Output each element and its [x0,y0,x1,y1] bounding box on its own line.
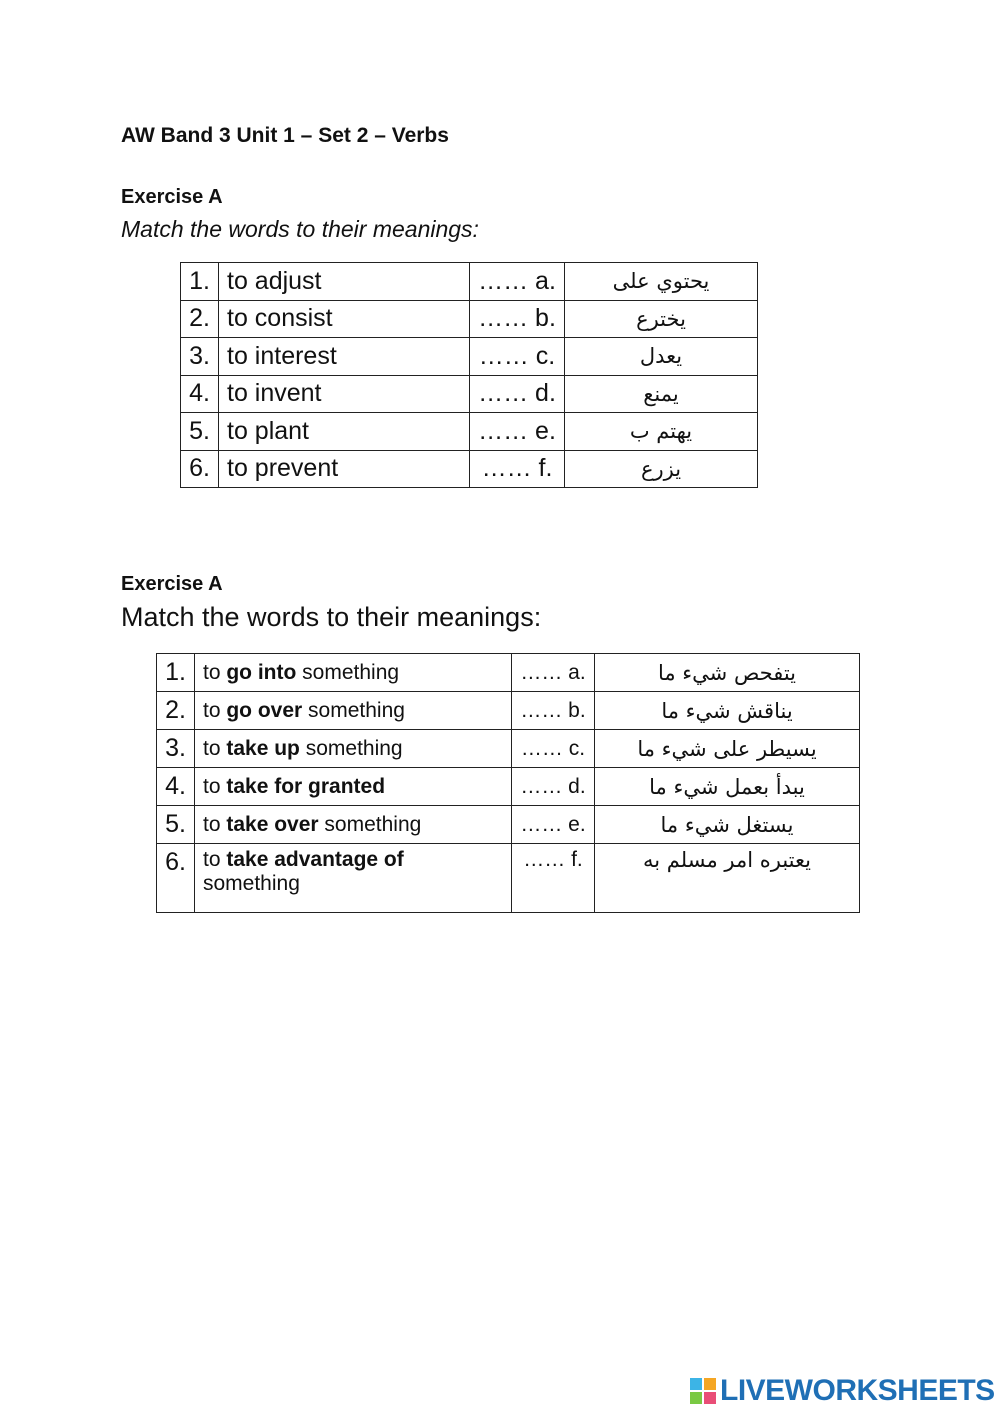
phrasal-verb: to go over something [195,692,512,730]
row-number: 3. [157,730,195,768]
row-number: 5. [181,413,219,451]
row-number: 2. [181,300,219,338]
table-row [157,654,860,692]
logo-square [690,1392,702,1404]
row-number: 3. [181,338,219,376]
phrasal-verb: to take for granted [195,768,512,806]
answer-blank[interactable]: …… e. [470,413,565,451]
row-number: 6. [181,450,219,488]
exercise-2-table [156,653,860,913]
row-number: 1. [181,263,219,301]
logo-square [704,1392,716,1404]
answer-blank[interactable]: …… e. [512,806,595,844]
table-row [181,413,758,451]
arabic-meaning: يبدأ بعمل شيء ما [595,768,860,806]
table-row [157,844,860,913]
arabic-meaning: يهتم ب [565,413,758,451]
arabic-meaning: يعتبره امر مسلم به [595,844,860,913]
row-number: 1. [157,654,195,692]
liveworksheets-icon [690,1378,716,1404]
exercise-2-heading: Exercise A [121,573,223,595]
arabic-meaning: يحتوي على [565,263,758,301]
table-row [181,300,758,338]
verb: to adjust [219,263,470,301]
row-number: 2. [157,692,195,730]
answer-blank[interactable]: …… a. [512,654,595,692]
arabic-meaning: يزرع [565,450,758,488]
table-row [181,263,758,301]
arabic-meaning: يعدل [565,338,758,376]
answer-blank[interactable]: …… d. [470,375,565,413]
exercise-2-instruction: Match the words to their meanings: [121,602,542,632]
answer-blank[interactable]: …… f. [470,450,565,488]
logo-square [704,1378,716,1390]
answer-blank[interactable]: …… d. [512,768,595,806]
row-number: 4. [157,768,195,806]
table-row [157,806,860,844]
table-row [157,730,860,768]
table-row [181,338,758,376]
arabic-meaning: يمنع [565,375,758,413]
arabic-meaning: يسيطر على شيء ما [595,730,860,768]
phrasal-verb: to take advantage of something [195,844,512,913]
arabic-meaning: يناقش شيء ما [595,692,860,730]
page-title: AW Band 3 Unit 1 – Set 2 – Verbs [121,124,449,147]
answer-blank[interactable]: …… c. [470,338,565,376]
exercise-1-instruction: Match the words to their meanings: [121,216,479,242]
verb: to plant [219,413,470,451]
phrasal-verb: to take up something [195,730,512,768]
brand-name: LIVEWORKSHEETS [720,1374,995,1407]
verb: to invent [219,375,470,413]
table-row [181,450,758,488]
row-number: 4. [181,375,219,413]
logo-square [690,1378,702,1390]
exercise-1-table [180,262,758,488]
table-row [157,768,860,806]
phrasal-verb: to take over something [195,806,512,844]
table-row [181,375,758,413]
exercise-1-heading: Exercise A [121,186,223,208]
answer-blank[interactable]: …… f. [512,844,595,913]
verb: to prevent [219,450,470,488]
row-number: 5. [157,806,195,844]
answer-blank[interactable]: …… a. [470,263,565,301]
answer-blank[interactable]: …… c. [512,730,595,768]
table-row [157,692,860,730]
answer-blank[interactable]: …… b. [512,692,595,730]
verb: to interest [219,338,470,376]
verb: to consist [219,300,470,338]
arabic-meaning: يتفحص شيء ما [595,654,860,692]
arabic-meaning: يخترع [565,300,758,338]
row-number: 6. [157,844,195,913]
phrasal-verb: to go into something [195,654,512,692]
answer-blank[interactable]: …… b. [470,300,565,338]
arabic-meaning: يستغل شيء ما [595,806,860,844]
liveworksheets-logo [690,1374,995,1408]
